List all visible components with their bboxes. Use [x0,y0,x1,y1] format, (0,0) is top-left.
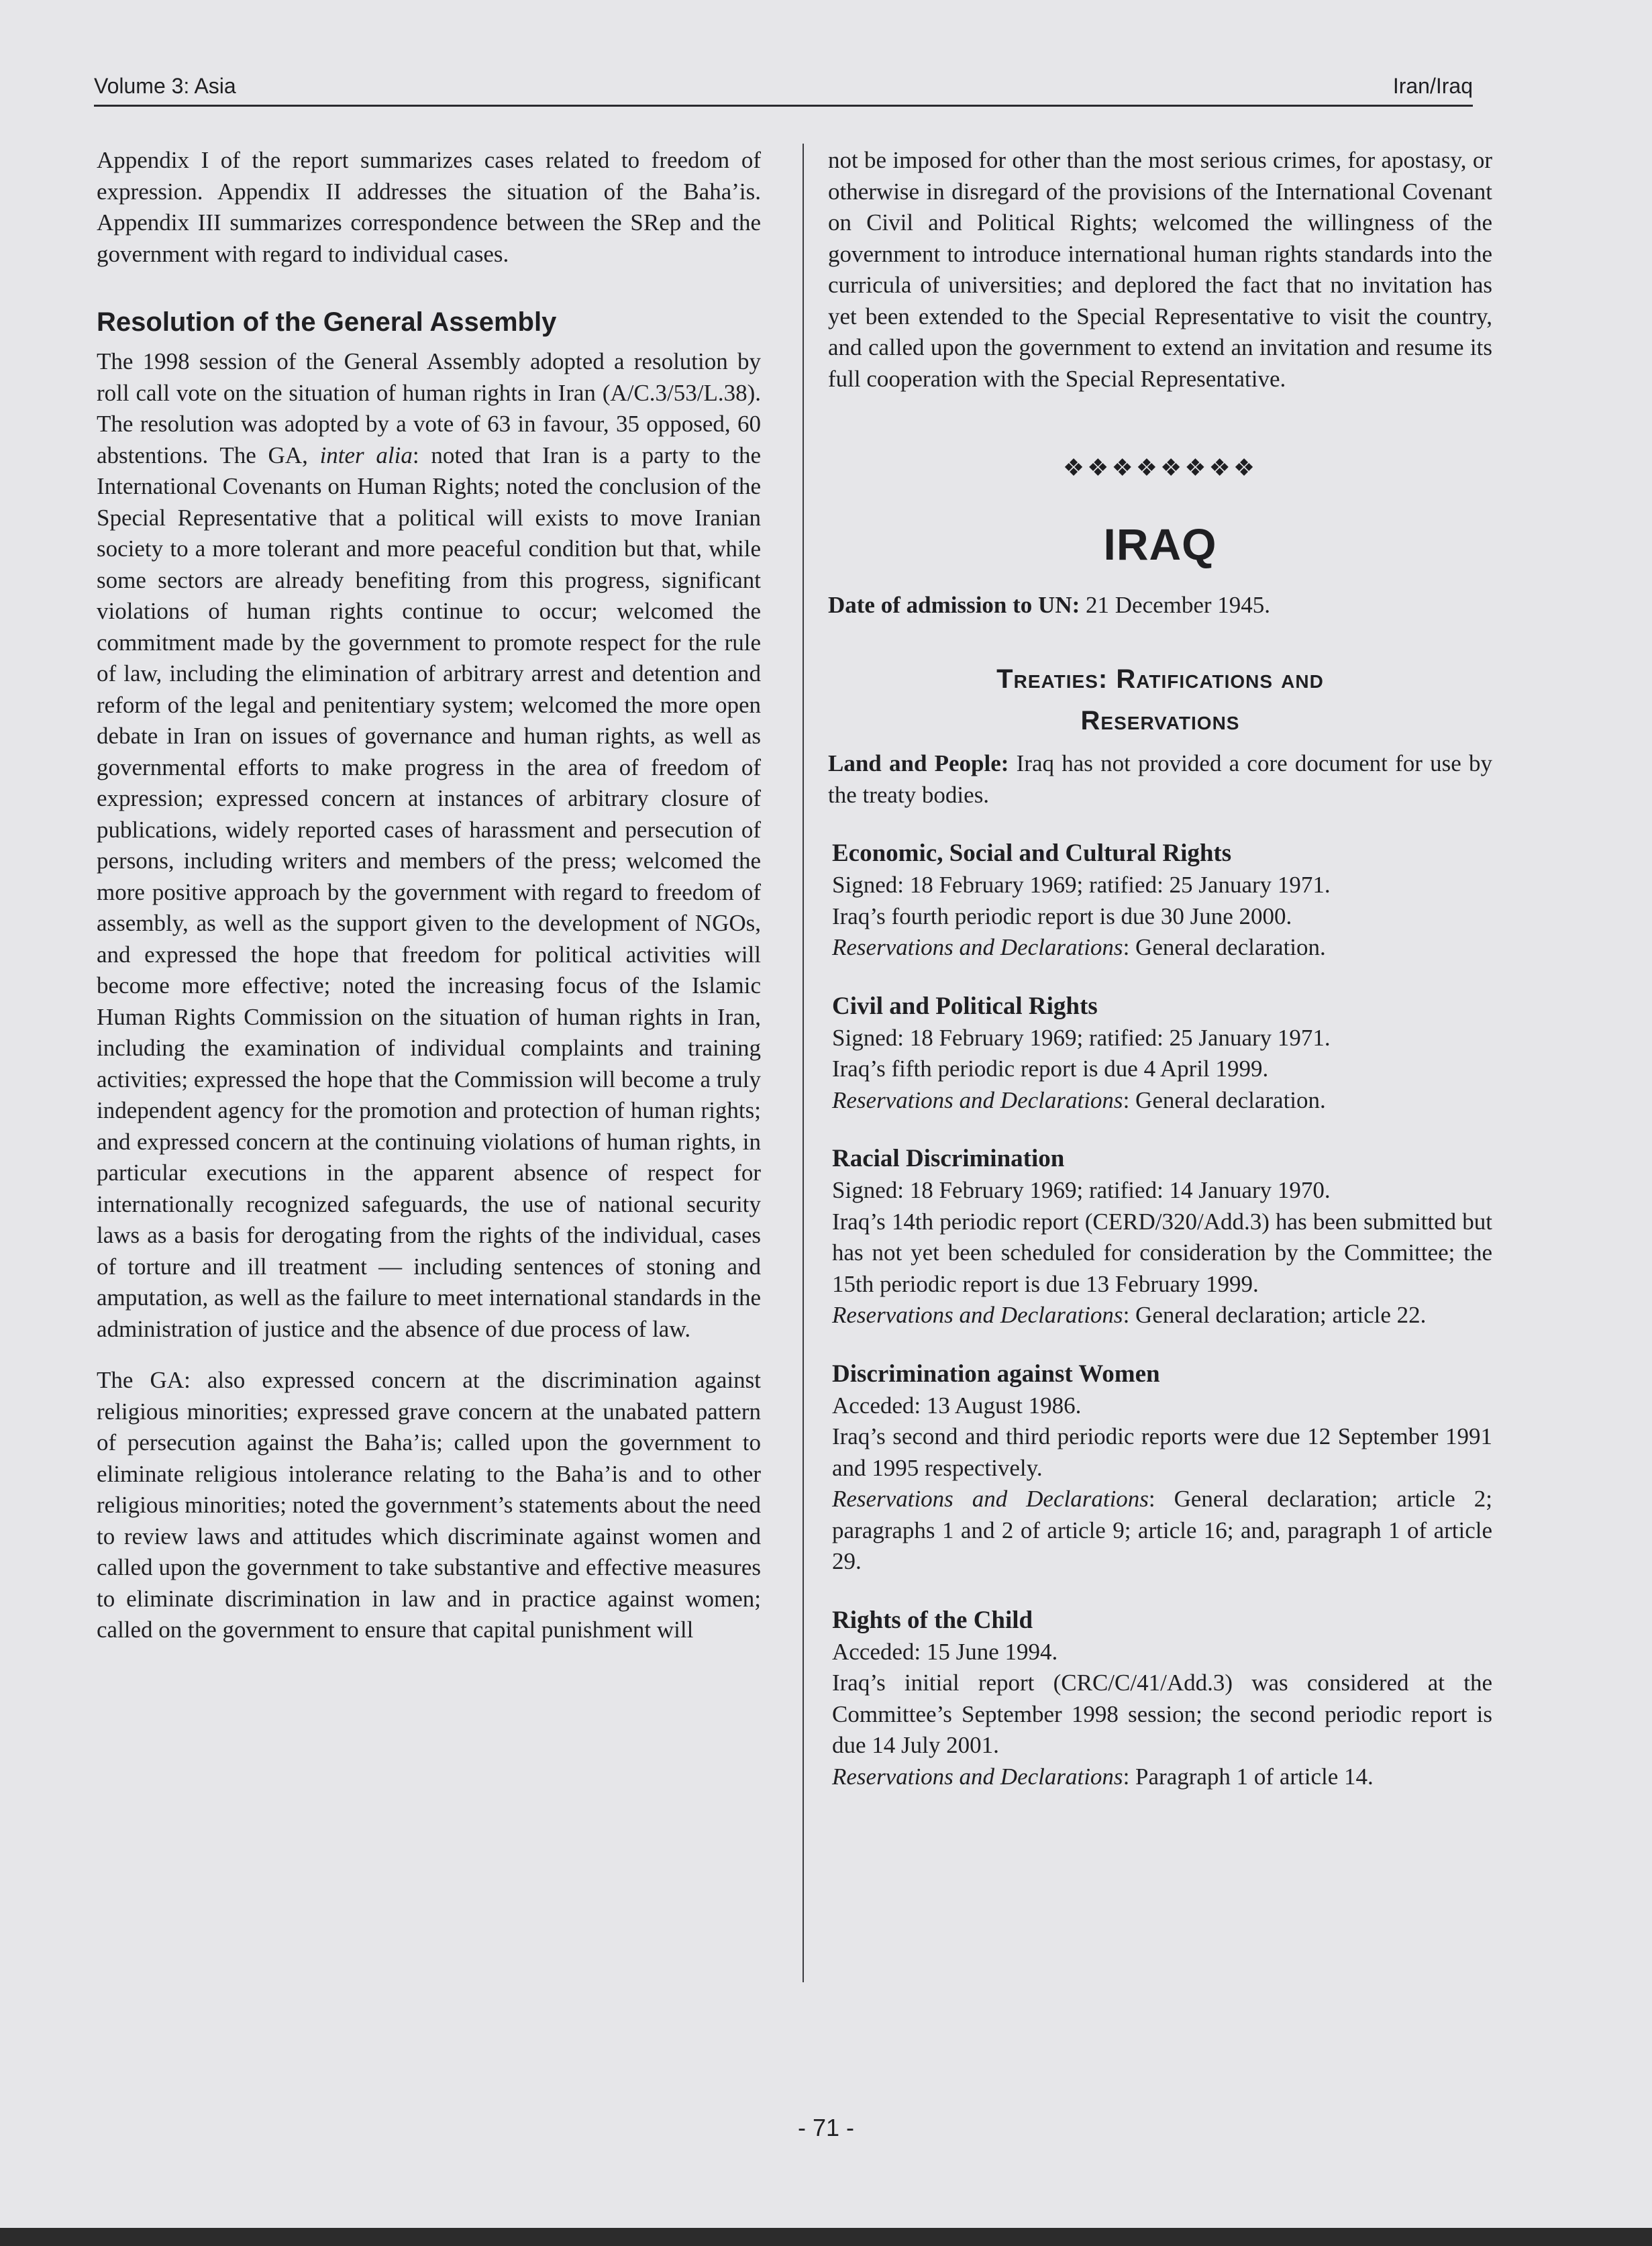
right-column [828,145,1492,1792]
treaty-reservations: Reservations and Declarations: General declaration; article 22. [832,1302,1427,1328]
treaty-reservations: Reservations and Declarations: General declaration. [832,934,1326,960]
reservations-label: Reservations and Declarations [832,1763,1123,1790]
treaty-detail: Signed: 18 February 1969; ratified: 25 January 1971. [832,872,1331,898]
treaty-reservations: Reservations and Declarations: Paragraph 1 of article 14. [832,1763,1374,1790]
resolution-paragraph-2: The GA: also expressed concern at the discrimination against religious minorities; expressed grave concern at the unabated pattern of persecution against the Baha’is; called upon the government to eliminate religious intolerance relating to the Baha’is and to other religious minorities; noted the government’s statements about the need to review laws and attitudes which discriminate against women and called upon the government to take substantive and effective measures to eliminate discrimination in law and in practice against women; called on the government to ensure that capital punishment will [97,1367,761,1643]
appendix-paragraph: Appendix I of the report summarizes cases related to freedom of expression. Appendix II addresses the situation of the Baha’is. Appendix III summarizes correspondence between the SRep and the government with regard to individual cases. [97,147,761,267]
treaty-list [828,837,1492,1792]
treaty-detail: Signed: 18 February 1969; ratified: 25 January 1971. [832,1024,1331,1051]
country-title: IRAQ [1103,519,1217,569]
treaty-detail: Iraq’s fourth periodic report is due 30 June 2000. [832,903,1292,929]
section-heading-resolution: Resolution of the General Assembly [97,307,557,337]
land-and-people: Land and People: Iraq has not provided a core document for use by the treaty bodies. [828,750,1492,808]
treaty-title: Economic, Social and Cultural Rights [832,839,1232,867]
treaty-entry [828,837,1492,964]
header-volume: Volume 3: Asia [94,74,236,98]
treaty-detail: Signed: 18 February 1969; ratified: 14 January 1970. [832,1177,1331,1203]
left-column [97,145,761,1646]
page-number: - 71 - [797,2114,855,2141]
treaty-entry [828,1604,1492,1793]
section-ornament: ❖❖❖❖❖❖❖❖ [1062,454,1258,481]
treaty-detail: Iraq’s fifth periodic report is due 4 April 1999. [832,1056,1269,1082]
treaty-detail: Iraq’s 14th periodic report (CERD/320/Add.3) has been submitted but has not yet been scheduled for consideration by the Committee; the 15th periodic report is due 13 February 1999. [832,1208,1492,1297]
admission-date: Date of admission to UN: 21 December 1945. [828,591,1271,618]
treaties-heading: Treaties: Ratifications and Reservations [996,664,1324,735]
reservations-label: Reservations and Declarations [832,1302,1123,1328]
reservations-label: Reservations and Declarations [832,1086,1123,1113]
reservations-label: Reservations and Declarations [832,934,1123,960]
treaty-title: Rights of the Child [832,1606,1033,1634]
treaty-entry [828,1358,1492,1578]
treaty-reservations: Reservations and Declarations: General declaration; article 2; paragraphs 1 and 2 of article 9; article 16; and, paragraph 1 of article 29. [832,1486,1492,1574]
treaty-detail: Iraq’s initial report (CRC/C/41/Add.3) was considered at the Committee’s September 1998 session; the second periodic report is due 14 July 2001. [832,1670,1492,1758]
treaty-entry [828,990,1492,1117]
reservations-label: Reservations and Declarations [832,1486,1149,1512]
scan-edge [0,2228,1652,2246]
treaty-detail: Iraq’s second and third periodic reports were due 12 September 1991 and 1995 respectively. [832,1423,1492,1481]
treaty-entry [828,1143,1492,1331]
treaty-title: Civil and Political Rights [832,992,1098,1020]
continuation-paragraph: not be imposed for other than the most serious crimes, for apostasy, or otherwise in disregard of the provisions of the International Covenant on Civil and Political Rights; welcomed the willingness of the government to introduce international human rights standards into the curricula of universities; and deplored the fact that no invitation has yet been extended to the Special Representative to visit the country, and called upon the government to extend an invitation and resume its full cooperation with the Special Representative. [828,147,1492,392]
treaty-detail: Acceded: 15 June 1994. [832,1638,1058,1665]
latin-phrase: inter alia [319,442,413,468]
resolution-paragraph: The 1998 session of the General Assembly adopted a resolution by roll call vote on the situation of human rights in Iran (A/C.3/53/L.38). The resolution was adopted by a vote of 63 in favour, 35 opposed, 60 abstentions. The GA, inter alia: noted that Iran is a party to the International Covenants on Human Rights; noted the conclusion of the Special Representative that a political will exists to move Iranian society to a more tolerant and more peaceful condition but that, while some sectors are already benefiting from this progress, significant violations of human rights continue to occur; welcomed the commitment made by the government to promote respect for the rule of law, including the elimination of arbitrary arrest and detention and reform of the legal and penitentiary system; welcomed the more open debate in Iran on issues of governance and human rights, as well as governmental efforts to make progress in the area of freedom of expression; expressed concern at instances of arbitrary closure of publications, widely reported cases of harassment and persecution of persons, including writers and members of the press; welcomed the more positive approach by the government with regard to freedom of assembly, as well as the support given to the development of NGOs, and expressed the hope that freedom for political activities will become more effective; noted the increasing focus of the Islamic Human Rights Commission on the situation of human rights in Iran, including the examination of individual complaints and training activities; expressed the hope that the Commission will become a truly independent agency for the promotion and protection of human rights; and expressed concern at the continuing violations of human rights, in particular executions in the apparent absence of respect for internationally recognized safeguards, the use of national security laws as a basis for derogating from the rights of the individual, cases of torture and ill treatment — including sentences of stoning and amputation, as well as the failure to meet international standards in the administration of justice and the absence of due process of law. [97,348,761,1342]
treaty-detail: Acceded: 13 August 1986. [832,1392,1082,1419]
treaty-reservations: Reservations and Declarations: General declaration. [832,1086,1326,1113]
treaty-title: Racial Discrimination [832,1145,1065,1172]
header-country: Iran/Iraq [1392,74,1473,98]
treaty-title: Discrimination against Women [832,1360,1160,1388]
running-header [94,70,1473,107]
column-divider [803,144,804,1982]
